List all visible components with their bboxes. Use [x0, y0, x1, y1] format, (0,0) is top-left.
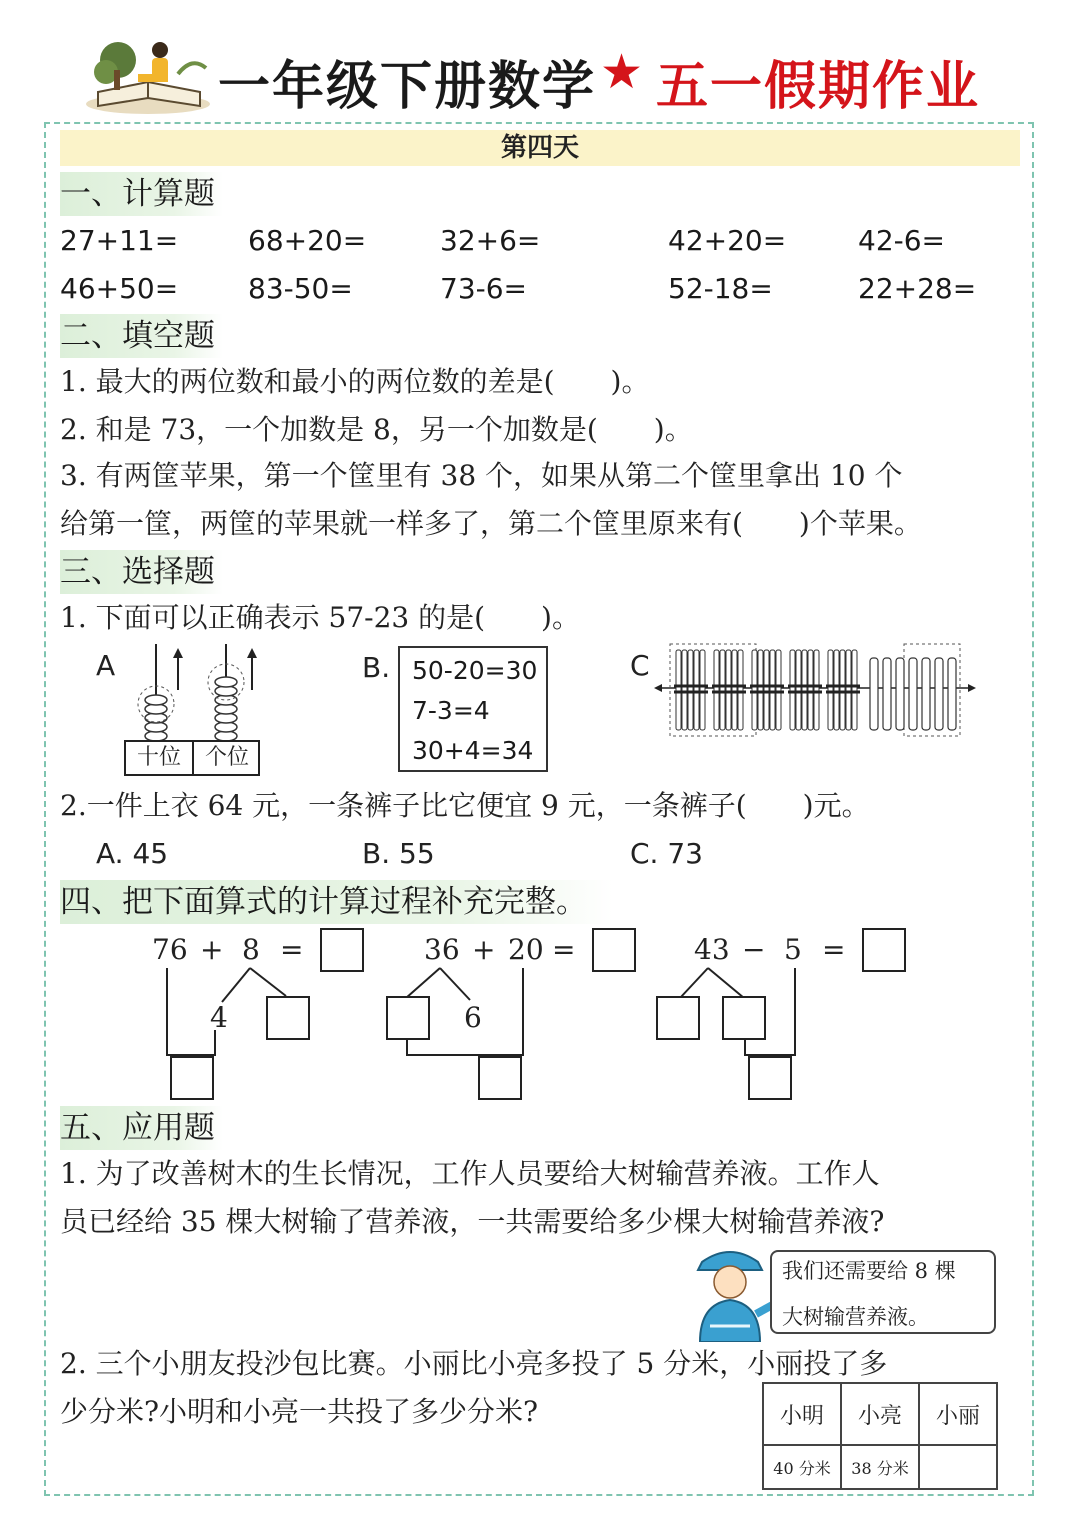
tree1-split: 4 — [210, 1001, 228, 1034]
section-fill-heading: 二、填空题 — [60, 314, 223, 358]
section-process-heading: 四、把下面算式的计算过程补充完整。 — [60, 880, 613, 924]
calc-item: 42+20= — [668, 224, 787, 257]
calc-item: 32+6= — [440, 224, 541, 257]
title-main: 一年级下册数学 — [218, 56, 597, 117]
choice-2-option-c: C. 73 — [630, 837, 703, 870]
option-c-label: C — [630, 649, 650, 682]
tree1-answer-box[interactable] — [320, 928, 364, 972]
tree2-step-box[interactable] — [478, 1056, 522, 1100]
abacus-ones-label: 个位 — [204, 745, 249, 770]
option-b-step: 7-3=4 — [412, 696, 490, 725]
application-question-2-line1: 2. 三个小朋友投沙包比赛。小丽比小亮多投了 5 分米，小丽投了多 — [60, 1347, 888, 1380]
section-calc-heading: 一、计算题 — [60, 172, 223, 216]
speech-bubble — [770, 1250, 996, 1334]
day-label: 第四天 — [60, 130, 1020, 166]
calc-item: 22+28= — [858, 272, 977, 305]
tree2-answer-box[interactable] — [592, 928, 636, 972]
tree2-split-box[interactable] — [386, 996, 430, 1040]
tree1-a: 76 — [152, 933, 188, 966]
tree3-b: 5 — [784, 933, 802, 966]
table-header: 小丽 — [919, 1383, 997, 1445]
option-b-box — [398, 646, 548, 772]
table-cell-blank[interactable] — [919, 1445, 997, 1489]
calc-item: 73-6= — [440, 272, 528, 305]
tree3-eq: = — [822, 933, 846, 966]
tree1-b: 8 — [242, 933, 260, 966]
tree2-a: 36 — [424, 933, 460, 966]
application-question-1-line1: 1. 为了改善树木的生长情况，工作人员要给大树输营养液。工作人 — [60, 1157, 880, 1190]
application-question-1-line2: 员已经给 35 棵大树输了营养液，一共需要给多少棵大树输营养液? — [60, 1205, 885, 1238]
calc-item: 27+11= — [60, 224, 179, 257]
tree3-a: 43 — [694, 933, 730, 966]
calc-item: 68+20= — [248, 224, 367, 257]
tree2-bracket — [522, 968, 524, 1056]
choice-question-2: 2.一件上衣 64 元，一条裤子比它便宜 9 元，一条裤子( )元。 — [60, 789, 870, 822]
fill-question-2: 2. 和是 73，一个加数是 8，另一个加数是( )。 — [60, 413, 693, 446]
table-header: 小明 — [763, 1383, 841, 1445]
choice-2-option-a: A. 45 — [96, 837, 169, 870]
choice-question-1: 1. 下面可以正确表示 57-23 的是( )。 — [60, 601, 580, 634]
bubble-line-1: 我们还需要给 8 棵 — [782, 1259, 956, 1283]
tree1-op: + — [200, 933, 224, 966]
section-application-heading: 五、应用题 — [60, 1106, 223, 1150]
bubble-line-2: 大树输营养液。 — [782, 1305, 929, 1329]
fill-question-3-line1: 3. 有两筐苹果，第一个筐里有 38 个，如果从第二个筐里拿出 10 个 — [60, 459, 903, 492]
tree2-b: 20 — [508, 933, 544, 966]
calc-item: 42-6= — [858, 224, 946, 257]
tree2-eq: = — [552, 933, 576, 966]
abacus-tens-label: 十位 — [136, 745, 181, 770]
reading-girl-illustration — [78, 34, 218, 116]
abacus-base — [124, 740, 260, 776]
tree2-split: 6 — [464, 1001, 482, 1034]
tree3-step-box[interactable] — [748, 1056, 792, 1100]
tree1-step-box[interactable] — [170, 1056, 214, 1100]
option-b-step: 30+4=34 — [412, 736, 534, 765]
application-question-2-line2: 少分米?小明和小亮一共投了多少分米? — [60, 1395, 539, 1428]
choice-2-option-b: B. 55 — [362, 837, 435, 870]
calc-item: 83-50= — [248, 272, 353, 305]
tree1-eq: = — [280, 933, 304, 966]
tree2-op: + — [472, 933, 496, 966]
table-cell: 38 分米 — [841, 1445, 919, 1489]
option-b-step: 50-20=30 — [412, 656, 538, 685]
tree3-op: − — [742, 933, 766, 966]
tree1-split-box[interactable] — [266, 996, 310, 1040]
tree3-split-box-left[interactable] — [656, 996, 700, 1040]
title-sub: 五一假期作业 — [656, 56, 981, 117]
tree1-bracket — [166, 968, 168, 1056]
table-cell: 40 分米 — [763, 1445, 841, 1489]
tree3-answer-box[interactable] — [862, 928, 906, 972]
worker-illustration — [680, 1242, 780, 1342]
tree3-bracket — [794, 968, 796, 1056]
star-icon: ★ — [600, 44, 644, 100]
option-b-label: B. — [362, 651, 391, 684]
header — [0, 0, 1080, 120]
calc-item: 46+50= — [60, 272, 179, 305]
tree3-split-box-right[interactable] — [722, 996, 766, 1040]
distance-table — [762, 1382, 998, 1490]
fill-question-1: 1. 最大的两位数和最小的两位数的差是( )。 — [60, 365, 650, 398]
calc-item: 52-18= — [668, 272, 773, 305]
table-header: 小亮 — [841, 1383, 919, 1445]
counting-sticks-diagram — [652, 640, 978, 740]
fill-question-3-line2: 给第一筐，两筐的苹果就一样多了，第二个筐里原来有( )个苹果。 — [60, 507, 922, 540]
section-choice-heading: 三、选择题 — [60, 550, 223, 594]
option-a-label: A — [96, 649, 116, 682]
